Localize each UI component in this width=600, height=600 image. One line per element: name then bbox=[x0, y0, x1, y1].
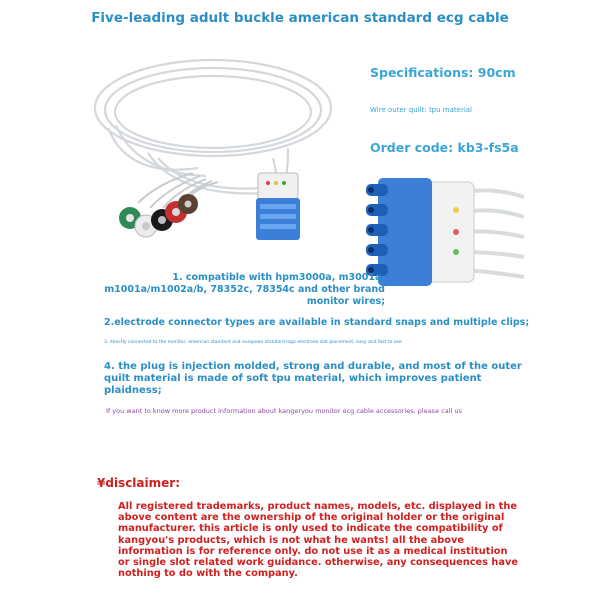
feature-4: 4. the plug is injection molded, strong and durable, and most of the outer quilt material is made of soft tpu material, which improves patient plaidness; bbox=[104, 361, 522, 396]
disclaimer-heading: ¥disclaimer: bbox=[97, 476, 180, 490]
page-title: Five-leading adult buckle american standard ecg cable bbox=[91, 10, 509, 26]
connector-plug-image bbox=[364, 172, 524, 290]
contact-note: If you want to know more product information about kangeryou monitor ecg cable accessories, please call us bbox=[106, 407, 462, 415]
spec-length: Specifications: 90cm bbox=[370, 65, 516, 80]
connector-small bbox=[256, 173, 300, 240]
feature-2: 2.electrode connector types are available in standard snaps and multiple clips; bbox=[104, 317, 530, 328]
disclaimer-text: All registered trademarks, product names, models, etc. displayed in the above content are the ownership of the original holder or the original manufacturer. this article is only used to indicate the compatibility of kangyou's products, which is not what he wants! all the above information is for reference only. do not use it as a medical institution or single slot related work guidance. otherwise, any consequences have nothing to do with the company. bbox=[118, 501, 519, 580]
spec-material: Wire outer quilt: tpu material bbox=[370, 106, 473, 114]
spec-order-code: Order code: kb3-fs5a bbox=[370, 140, 519, 155]
ecg-cable-image bbox=[88, 48, 338, 248]
feature-3: 3. directly connected to the monitor, american standard and european standard logo electrode slot placement, easy and fast to use bbox=[104, 340, 402, 345]
feature-1: 1. compatible with hpm3000a, m3001a, m1001a/m1002a/b, 78352c, 78354c and other brand monitor wires; bbox=[104, 272, 385, 307]
